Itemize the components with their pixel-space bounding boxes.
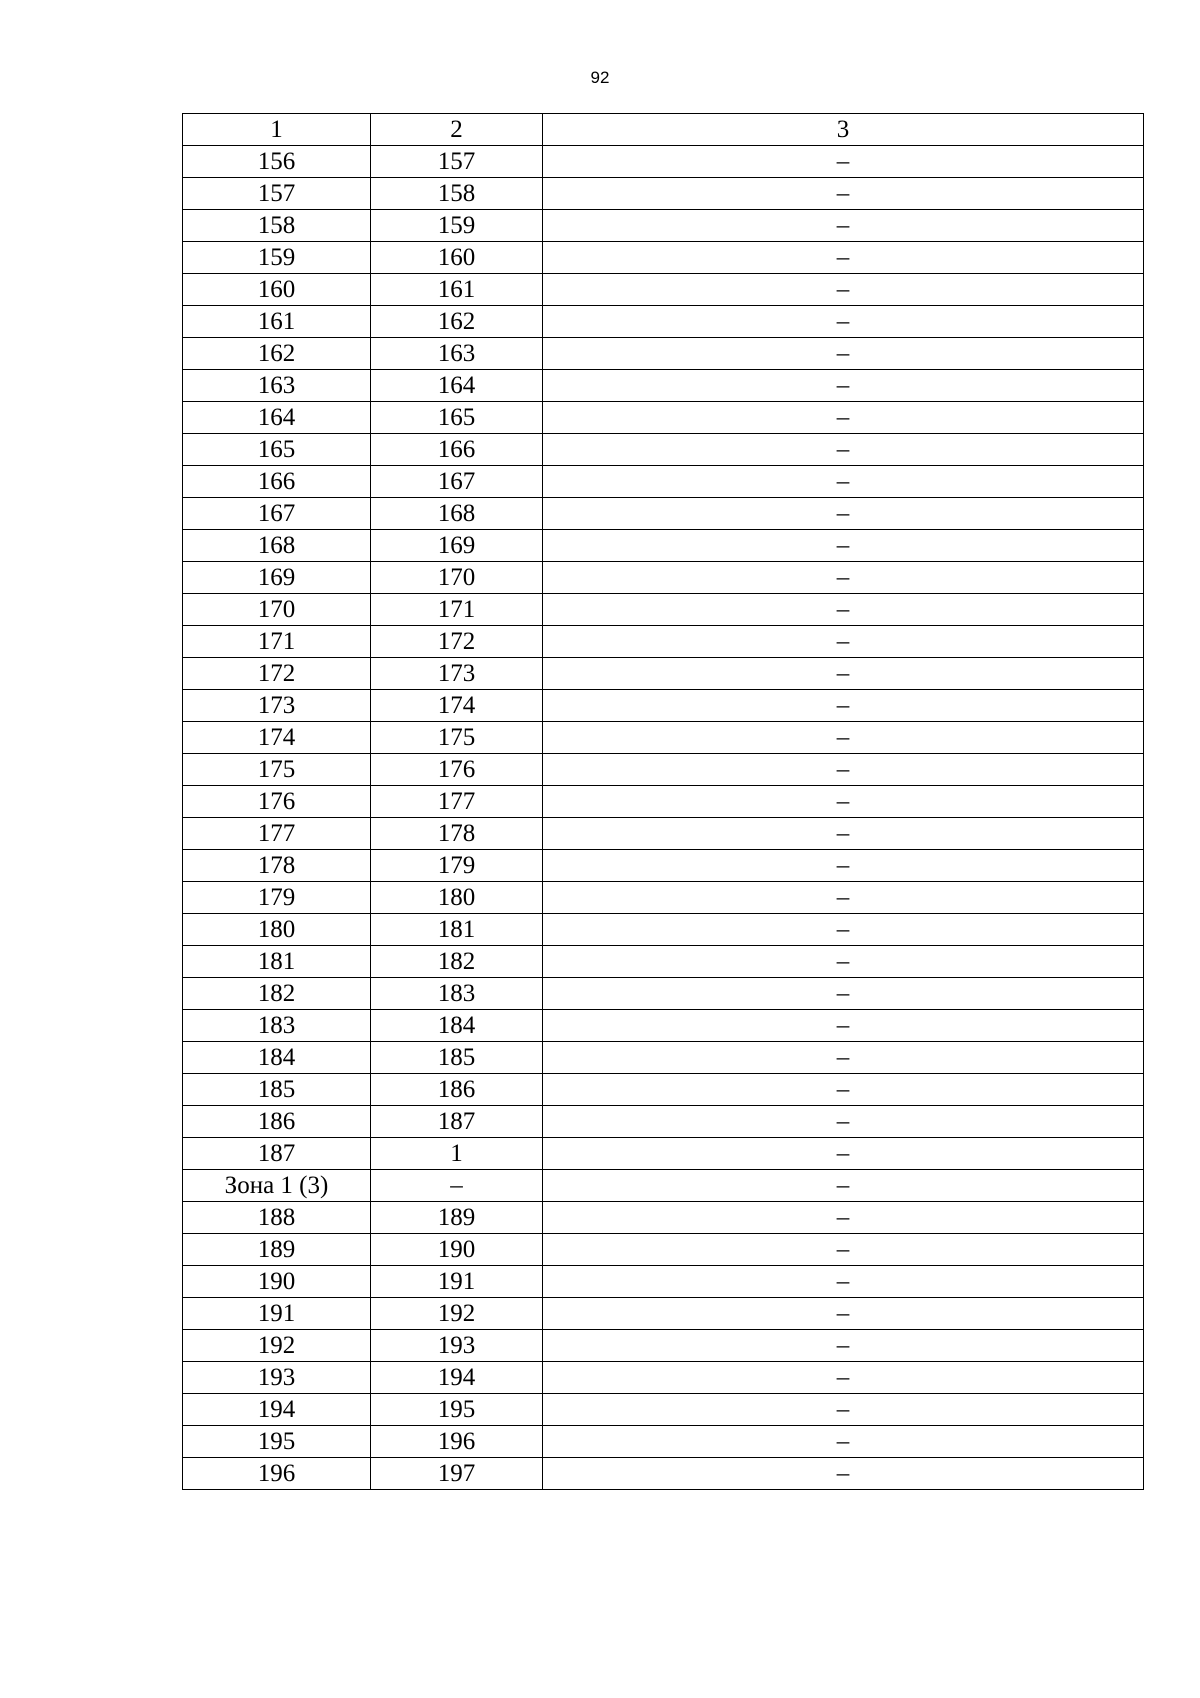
table-cell-col-3: – — [543, 434, 1144, 466]
table-cell-col-2: 1 — [371, 1138, 543, 1170]
table-cell-col-2: 187 — [371, 1106, 543, 1138]
table-row — [183, 978, 1144, 1010]
table-cell-col-3: – — [543, 338, 1144, 370]
table-cell-col-3: – — [543, 1074, 1144, 1106]
table-cell-col-2: 175 — [371, 722, 543, 754]
table-cell-col-3: – — [543, 594, 1144, 626]
table-cell-col-2: 191 — [371, 1266, 543, 1298]
table-cell-col-2: 170 — [371, 562, 543, 594]
table-row — [183, 530, 1144, 562]
table-row — [183, 1426, 1144, 1458]
table-cell-col-3: – — [543, 882, 1144, 914]
table-cell-col-2: 172 — [371, 626, 543, 658]
table-cell-col-1: 164 — [183, 402, 371, 434]
table-cell-col-2: 171 — [371, 594, 543, 626]
table-cell-col-3: – — [543, 178, 1144, 210]
table-row — [183, 626, 1144, 658]
table-cell-col-1: 188 — [183, 1202, 371, 1234]
table-cell-col-2: 165 — [371, 402, 543, 434]
table-row — [183, 786, 1144, 818]
table-cell-col-3: – — [543, 690, 1144, 722]
table-cell-col-1: 196 — [183, 1458, 371, 1490]
table-cell-col-1: 186 — [183, 1106, 371, 1138]
table-cell-col-2: 194 — [371, 1362, 543, 1394]
table-cell-col-1: 177 — [183, 818, 371, 850]
table-cell-col-2: 158 — [371, 178, 543, 210]
table-cell-col-2: 179 — [371, 850, 543, 882]
table-cell-col-3: – — [543, 1234, 1144, 1266]
table-cell-col-3: – — [543, 1458, 1144, 1490]
table-cell-col-1: 192 — [183, 1330, 371, 1362]
table-cell-col-1: 173 — [183, 690, 371, 722]
table-cell-col-3: – — [543, 914, 1144, 946]
table-row — [183, 1362, 1144, 1394]
table-cell-col-1: 174 — [183, 722, 371, 754]
table-row — [183, 306, 1144, 338]
table-cell-col-2: 159 — [371, 210, 543, 242]
table-cell-col-2: 192 — [371, 1298, 543, 1330]
table-cell-col-3: – — [543, 1266, 1144, 1298]
table-row — [183, 370, 1144, 402]
coordinates-table — [182, 113, 1144, 1490]
table-cell-col-1: 156 — [183, 146, 371, 178]
table-cell-col-2: 169 — [371, 530, 543, 562]
table-cell-col-3: – — [543, 274, 1144, 306]
table-row — [183, 562, 1144, 594]
table-cell-col-3: – — [543, 562, 1144, 594]
table-cell-col-1: 185 — [183, 1074, 371, 1106]
table-cell-col-1: 187 — [183, 1138, 371, 1170]
table-cell-col-3: – — [543, 370, 1144, 402]
table-row — [183, 274, 1144, 306]
table-row — [183, 1394, 1144, 1426]
table-cell-col-2: – — [371, 1170, 543, 1202]
table-row — [183, 1106, 1144, 1138]
table-cell-col-1: 166 — [183, 466, 371, 498]
table-cell-col-1: 167 — [183, 498, 371, 530]
table-cell-col-2: 161 — [371, 274, 543, 306]
table-cell-col-3: – — [543, 786, 1144, 818]
table-row — [183, 178, 1144, 210]
table-cell-col-3: – — [543, 1426, 1144, 1458]
table-row — [183, 1458, 1144, 1490]
table-row — [183, 1074, 1144, 1106]
table-cell-col-2: 178 — [371, 818, 543, 850]
table-cell-col-1: 172 — [183, 658, 371, 690]
table-row — [183, 818, 1144, 850]
table-cell-col-2: 173 — [371, 658, 543, 690]
table-cell-col-2: 160 — [371, 242, 543, 274]
table-cell-col-1: 180 — [183, 914, 371, 946]
table-row — [183, 882, 1144, 914]
table-cell-col-3: – — [543, 1298, 1144, 1330]
table-cell-col-3: – — [543, 1106, 1144, 1138]
table-cell-col-3: – — [543, 1010, 1144, 1042]
table-cell-col-3: – — [543, 210, 1144, 242]
table-cell-col-3: – — [543, 658, 1144, 690]
table-row — [183, 1298, 1144, 1330]
table-cell-col-2: 177 — [371, 786, 543, 818]
column-header-3: 3 — [543, 114, 1144, 146]
table-cell-col-3: – — [543, 1202, 1144, 1234]
table-cell-col-2: 197 — [371, 1458, 543, 1490]
table-cell-col-1: 158 — [183, 210, 371, 242]
table-cell-col-2: 183 — [371, 978, 543, 1010]
table-row — [183, 1330, 1144, 1362]
table-row — [183, 466, 1144, 498]
table-cell-col-2: 193 — [371, 1330, 543, 1362]
table-row — [183, 338, 1144, 370]
table-cell-col-3: – — [543, 626, 1144, 658]
table-cell-col-2: 190 — [371, 1234, 543, 1266]
table-cell-col-2: 182 — [371, 946, 543, 978]
table-header-row — [183, 114, 1144, 146]
table-cell-col-1: 161 — [183, 306, 371, 338]
table-cell-col-3: – — [543, 466, 1144, 498]
table-cell-col-1: 157 — [183, 178, 371, 210]
table-cell-col-2: 195 — [371, 1394, 543, 1426]
table-cell-col-1: 181 — [183, 946, 371, 978]
table-cell-col-1: 194 — [183, 1394, 371, 1426]
table-cell-col-1: 170 — [183, 594, 371, 626]
table-row — [183, 1266, 1144, 1298]
table-cell-col-3: – — [543, 1170, 1144, 1202]
table-cell-col-1: 169 — [183, 562, 371, 594]
table-cell-col-1: 183 — [183, 1010, 371, 1042]
table-cell-col-2: 174 — [371, 690, 543, 722]
table-cell-col-3: – — [543, 402, 1144, 434]
table-cell-col-3: – — [543, 1042, 1144, 1074]
table-row — [183, 1042, 1144, 1074]
table-row — [183, 946, 1144, 978]
table-cell-col-1: 195 — [183, 1426, 371, 1458]
table-cell-col-3: – — [543, 754, 1144, 786]
table-row — [183, 658, 1144, 690]
table-row — [183, 754, 1144, 786]
table-cell-col-2: 168 — [371, 498, 543, 530]
table-cell-col-1: 162 — [183, 338, 371, 370]
table-cell-col-3: – — [543, 1362, 1144, 1394]
table-cell-col-3: – — [543, 530, 1144, 562]
table-cell-col-2: 185 — [371, 1042, 543, 1074]
table-cell-col-3: – — [543, 1138, 1144, 1170]
table-row — [183, 1010, 1144, 1042]
table-cell-col-3: – — [543, 946, 1144, 978]
table-cell-col-1: 190 — [183, 1266, 371, 1298]
column-header-2: 2 — [371, 114, 543, 146]
table-cell-col-2: 181 — [371, 914, 543, 946]
table-cell-col-1: 189 — [183, 1234, 371, 1266]
table-cell-col-2: 196 — [371, 1426, 543, 1458]
table-cell-col-3: – — [543, 498, 1144, 530]
table-cell-col-3: – — [543, 242, 1144, 274]
table-cell-col-1: 160 — [183, 274, 371, 306]
table-cell-col-3: – — [543, 722, 1144, 754]
table-cell-col-1: 171 — [183, 626, 371, 658]
table-row — [183, 722, 1144, 754]
table-cell-col-2: 166 — [371, 434, 543, 466]
table-row — [183, 1202, 1144, 1234]
table-cell-col-3: – — [543, 978, 1144, 1010]
table-row — [183, 1234, 1144, 1266]
table-cell-col-2: 157 — [371, 146, 543, 178]
table-row — [183, 914, 1144, 946]
table-cell-col-3: – — [543, 850, 1144, 882]
table-cell-col-1: 163 — [183, 370, 371, 402]
table-cell-col-2: 186 — [371, 1074, 543, 1106]
table-cell-col-1: 191 — [183, 1298, 371, 1330]
table-row — [183, 594, 1144, 626]
table-cell-col-3: – — [543, 1330, 1144, 1362]
table-cell-col-1: 175 — [183, 754, 371, 786]
table-cell-col-1: 193 — [183, 1362, 371, 1394]
table-row — [183, 402, 1144, 434]
table-row — [183, 1170, 1144, 1202]
table-cell-col-3: – — [543, 1394, 1144, 1426]
table-cell-col-2: 162 — [371, 306, 543, 338]
table-cell-col-1: 168 — [183, 530, 371, 562]
table-cell-col-1: 159 — [183, 242, 371, 274]
table-cell-col-1: Зона 1 (3) — [183, 1170, 371, 1202]
table-cell-col-2: 164 — [371, 370, 543, 402]
table-row — [183, 690, 1144, 722]
table-cell-col-2: 163 — [371, 338, 543, 370]
table-row — [183, 434, 1144, 466]
table-cell-col-2: 176 — [371, 754, 543, 786]
table-cell-col-1: 179 — [183, 882, 371, 914]
table-cell-col-3: – — [543, 146, 1144, 178]
table-cell-col-1: 165 — [183, 434, 371, 466]
table-row — [183, 1138, 1144, 1170]
table-body — [183, 146, 1144, 1490]
table-row — [183, 498, 1144, 530]
table-cell-col-3: – — [543, 306, 1144, 338]
table-cell-col-2: 180 — [371, 882, 543, 914]
table-cell-col-1: 182 — [183, 978, 371, 1010]
column-header-1: 1 — [183, 114, 371, 146]
page-number: 92 — [590, 68, 610, 87]
table-row — [183, 210, 1144, 242]
table-row — [183, 146, 1144, 178]
table-cell-col-1: 178 — [183, 850, 371, 882]
table-cell-col-1: 184 — [183, 1042, 371, 1074]
table-cell-col-2: 167 — [371, 466, 543, 498]
table-cell-col-2: 189 — [371, 1202, 543, 1234]
table-cell-col-1: 176 — [183, 786, 371, 818]
table-row — [183, 850, 1144, 882]
table-row — [183, 242, 1144, 274]
table-cell-col-2: 184 — [371, 1010, 543, 1042]
table-cell-col-3: – — [543, 818, 1144, 850]
